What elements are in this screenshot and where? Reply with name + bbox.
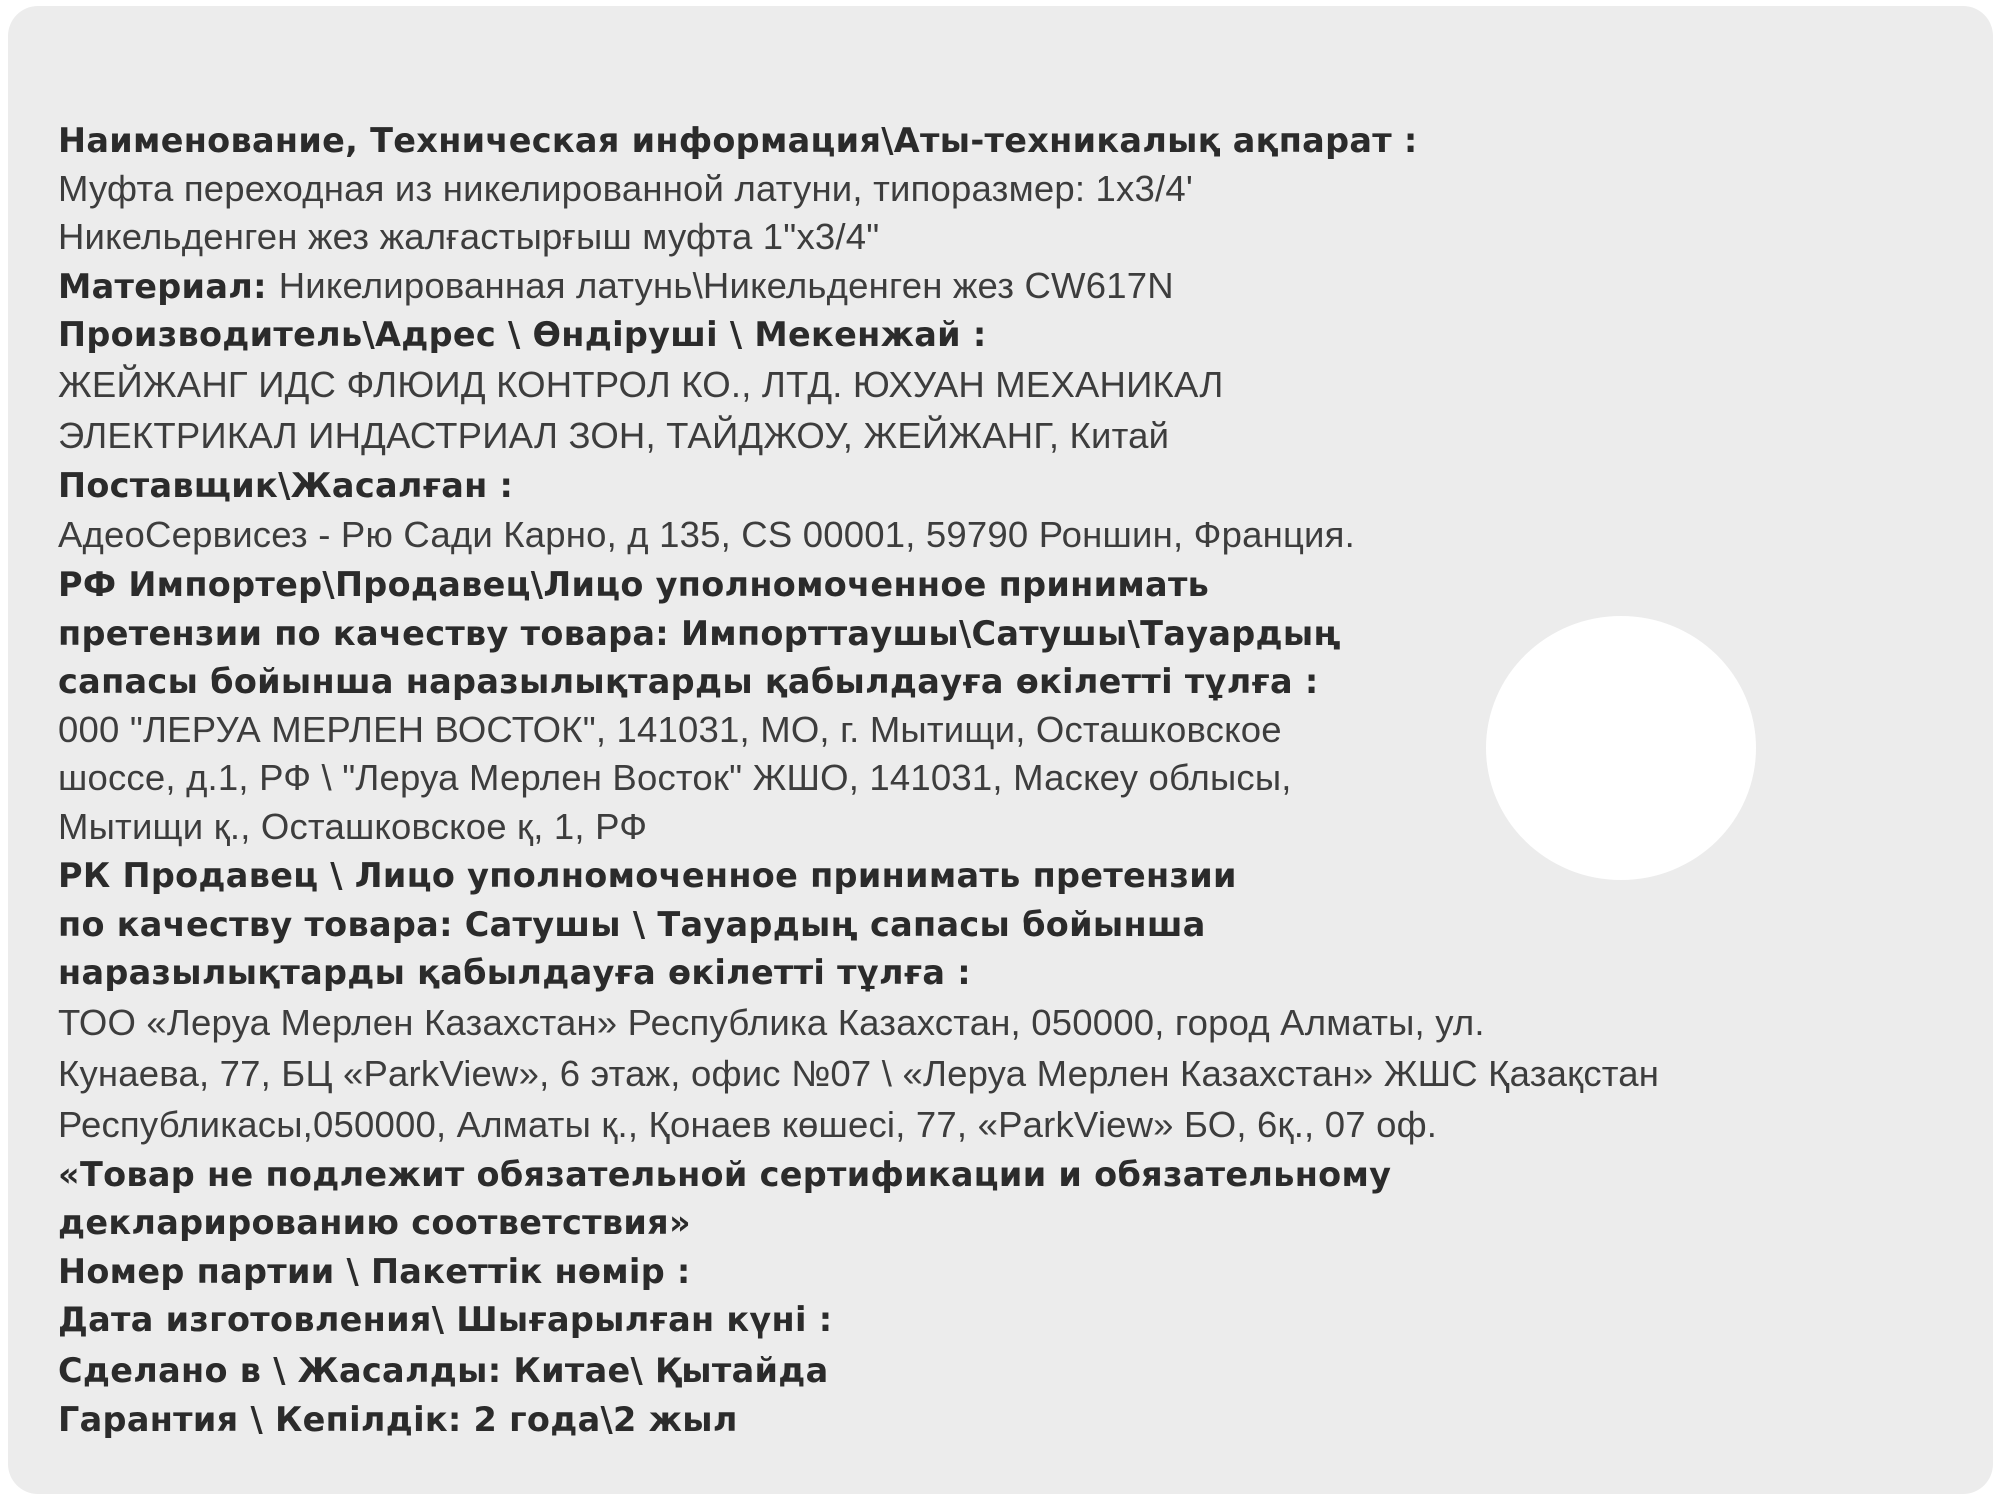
label-line-manufacturer-2: ЭЛЕКТРИКАЛ ИНДАСТРИАЛ ЗОН, ТАЙДЖОУ, ЖЕЙЖАНГ, Китай — [58, 414, 1170, 456]
label-line-rk-seller-2: по качеству товара: Сатушы \ Тауардың сапасы бойынша — [58, 904, 1206, 944]
label-line-rk-seller-1: РК Продавец \ Лицо уполномоченное принимать претензии — [58, 856, 1237, 895]
label-line-batch-number: Номер партии \ Пакеттік нөмір : — [58, 1251, 691, 1291]
label-line-rf-importer-2: претензии по качеству товара: Импорттаушы\Сатушы\Тауардың — [58, 613, 1341, 653]
label-text — [58, 116, 1858, 1443]
label-line-supplier: АдеоСервисез - Рю Сади Карно, д 135, CS 00001, 59790 Роншин, Франция. — [58, 514, 1355, 555]
label-line-rf-importer-1: РФ Импортер\Продавец\Лицо уполномоченное принимать — [58, 565, 1210, 604]
label-line-rk-seller-3: наразылықтарды қабылдауға өкілетті тұлға : — [58, 953, 971, 992]
label-line-manufacturer-header: Производитель\Адрес \ Өндіруші \ Мекенжай : — [58, 315, 987, 354]
label-line-rf-address-1: 000 "ЛЕРУА МЕРЛЕН ВОСТОК", 141031, МО, г. Мытищи, Осташковское — [58, 708, 1282, 750]
label-line-warranty: Гарантия \ Кепілдік: 2 года\2 жыл — [58, 1399, 738, 1439]
label-line-certification-2: декларированию соответствия» — [58, 1203, 691, 1242]
label-line-rk-address-1: ТОО «Леруа Мерлен Казахстан» Республика Казахстан, 050000, город Алматы, ул. — [58, 1001, 1485, 1043]
label-line-made-in: Сделано в \ Жасалды: Китае\ Қытайда — [58, 1350, 829, 1390]
label-line-rk-address-3: Республикасы,050000, Алматы қ., Қонаев көшесі, 77, «ParkView» БО, 6қ., 07 оф. — [58, 1103, 1438, 1145]
label-line-name-header: Наименование, Техническая информация\Аты-техникалық ақпарат : — [58, 121, 1418, 160]
label-line-rf-address-2: шоссе, д.1, РФ \ "Леруа Мерлен Восток" ЖШО, 141031, Маскеу облысы, — [58, 757, 1292, 798]
label-line-supplier-header: Поставщик\Жасалған : — [58, 465, 514, 505]
label-line-manufacture-date: Дата изготовления\ Шығарылған күні : — [58, 1300, 833, 1339]
label-line-rk-address-2: Кунаева, 77, БЦ «ParkView», 6 этаж, офис №07 \ «Леруа Мерлен Казахстан» ЖШС Қазақстан — [58, 1052, 1660, 1094]
label-line-certification-1: «Товар не подлежит обязательной сертификации и обязательному — [58, 1154, 1392, 1194]
label-line-rf-importer-3: сапасы бойынша наразылықтарды қабылдауға өкілетті тұлға : — [58, 662, 1319, 701]
label-line-name-ru: Муфта переходная из никелированной латуни, типоразмер: 1х3/4' — [58, 167, 1194, 209]
label-line-material: Материал: Никелированная латунь\Никельденген жез CW617N — [58, 264, 1174, 306]
label-line-name-kz: Никельденген жез жалғастырғыш муфта 1"х3/4" — [58, 216, 880, 257]
label-line-rf-address-3: Мытищи қ., Осташковское қ, 1, РФ — [58, 805, 648, 847]
label-line-manufacturer-1: ЖЕЙЖАНГ ИДС ФЛЮИД КОНТРОЛ КО., ЛТД. ЮХУАН МЕХАНИКАЛ — [58, 363, 1224, 405]
